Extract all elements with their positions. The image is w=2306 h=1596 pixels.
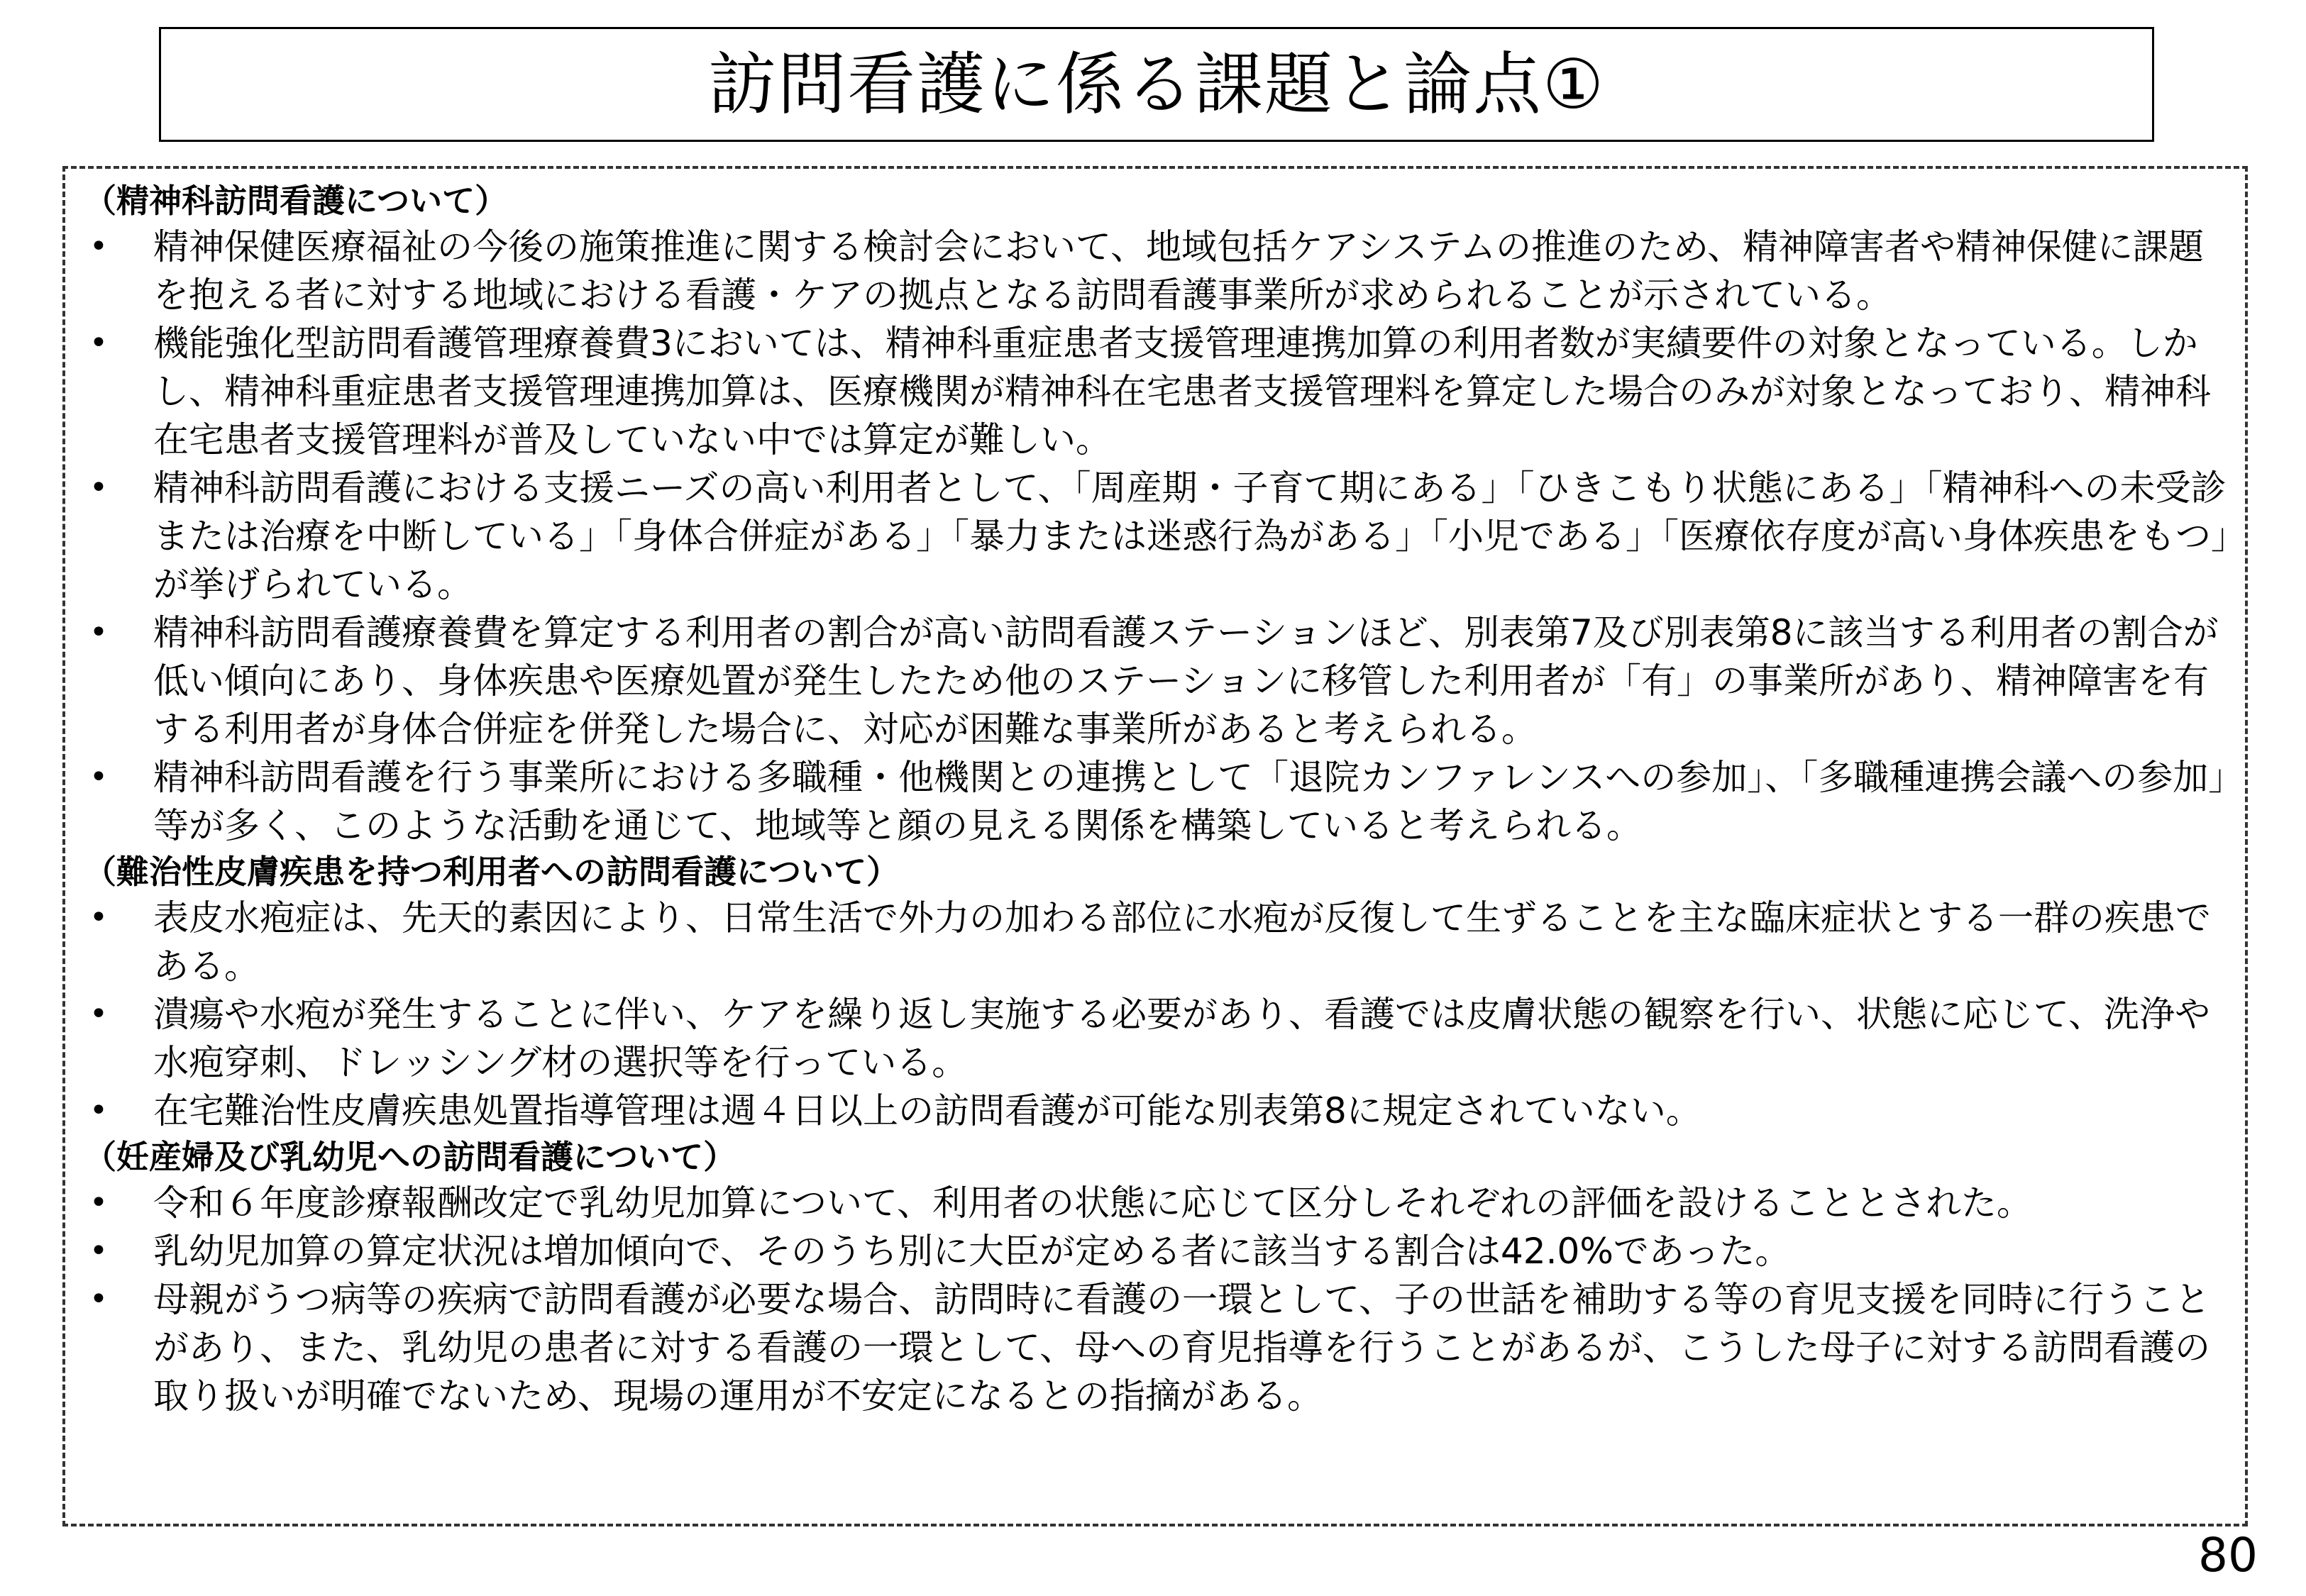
list-item xyxy=(84,990,2231,1087)
list-item-text: 乳幼児加算の算定状況は増加傾向で、そのうち別に大臣が定める者に該当する割合は42.0%であった。 xyxy=(153,1231,1791,1272)
section-heading: （難治性皮膚疾患を持つ利用者への訪問看護について） xyxy=(84,853,900,891)
list-item xyxy=(84,1179,2231,1227)
page-title: 訪問看護に係る課題と論点① xyxy=(707,45,1606,124)
list-item xyxy=(84,753,2231,850)
list-item-text: 母親がうつ病等の疾病で訪問看護が必要な場合、訪問時に看護の一環として、子の世話を補助する等の育児支援を同時に行うことがあり、また、乳幼児の患者に対する看護の一環として、母への育児指導を行うことがあるが、こうした母子に対する訪問看護の取り扱いが明確でないため、現場の運用が不安定になるとの指摘がある。 xyxy=(153,1279,2210,1417)
section xyxy=(84,179,2231,850)
list-item xyxy=(84,609,2231,753)
list-item-text: 機能強化型訪問看護管理療養費3においては、精神科重症患者支援管理連携加算の利用者数が実績要件の対象となっている。しかし、精神科重症患者支援管理連携加算は、医療機関が精神科在宅患者支援管理料を算定した場合のみが対象となっており、精神科在宅患者支援管理料が普及していない中では算定が難しい。 xyxy=(153,323,2211,460)
bullet-icon: • xyxy=(89,759,108,795)
list-item xyxy=(84,1087,2231,1135)
list-item-text: 精神科訪問看護療養費を算定する利用者の割合が高い訪問看護ステーションほど、別表第7及び別表第8に該当する利用者の割合が低い傾向にあり、身体疾患や医療処置が発生したため他のステーションに移管した利用者が「有」の事業所があり、精神障害を有する利用者が身体合併症を併発した場合に、対応が困難な事業所があると考えられる。 xyxy=(153,612,2219,750)
bullet-list xyxy=(84,223,2231,850)
list-item xyxy=(84,319,2231,464)
list-item xyxy=(84,464,2231,609)
page-number: 80 xyxy=(2198,1528,2258,1583)
section-heading: （精神科訪問看護について） xyxy=(84,182,508,220)
section xyxy=(84,850,2231,1135)
bullet-icon: • xyxy=(89,1233,108,1269)
bullet-icon: • xyxy=(89,470,108,506)
bullet-icon: • xyxy=(89,614,108,650)
bullet-icon: • xyxy=(89,1092,108,1129)
list-item-text: 精神保健医療福祉の今後の施策推進に関する検討会において、地域包括ケアシステムの推進のため、精神障害者や精神保健に課題を抱える者に対する地域における看護・ケアの拠点となる訪問看護事業所が求められることが示されている。 xyxy=(153,226,2204,316)
list-item-text: 潰瘍や水疱が発生することに伴い、ケアを繰り返し実施する必要があり、看護では皮膚状態の観察を行い、状態に応じて、洗浄や水疱穿刺、ドレッシング材の選択等を行っている。 xyxy=(153,994,2210,1083)
bullet-list xyxy=(84,894,2231,1135)
bullet-icon: • xyxy=(89,899,108,936)
content-box xyxy=(62,166,2248,1526)
list-item-text: 令和６年度診療報酬改定で乳幼児加算について、利用者の状態に応じて区分しそれぞれの評価を設けることとされた。 xyxy=(153,1182,2032,1224)
bullet-icon: • xyxy=(89,1281,108,1317)
bullet-icon: • xyxy=(89,325,108,361)
list-item xyxy=(84,1227,2231,1275)
list-item-text: 表皮水疱症は、先天的素因により、日常生活で外力の加わる部位に水疱が反復して生ずることを主な臨床症状とする一群の疾患である。 xyxy=(153,897,2211,987)
bullet-icon: • xyxy=(89,1185,108,1221)
bullet-icon: • xyxy=(89,996,108,1032)
list-item xyxy=(84,894,2231,990)
section-heading: （妊産婦及び乳幼児への訪問看護について） xyxy=(84,1138,737,1176)
section xyxy=(84,1135,2231,1420)
title-box xyxy=(159,27,2154,142)
list-item-text: 在宅難治性皮膚疾患処置指導管理は週４日以上の訪問看護が可能な別表第8に規定されていない。 xyxy=(153,1090,1701,1131)
list-item-text: 精神科訪問看護における支援ニーズの高い利用者として、「周産期・子育て期にある」「ひきこもり状態にある」「精神科への未受診または治療を中断している」「身体合併症がある」「暴力または迷惑行為がある」「小児である」「医療依存度が高い身体疾患をもつ」が挙げられている。 xyxy=(153,467,2229,605)
list-item xyxy=(84,223,2231,319)
bullet-list xyxy=(84,1179,2231,1420)
list-item-text: 精神科訪問看護を行う事業所における多職種・他機関との連携として「退院カンファレンスへの参加」、「多職種連携会議への参加」等が多く、このような活動を通じて、地域等と顔の見える関係を構築していると考えられる。 xyxy=(153,757,2227,846)
list-item xyxy=(84,1275,2231,1420)
bullet-icon: • xyxy=(89,228,108,265)
